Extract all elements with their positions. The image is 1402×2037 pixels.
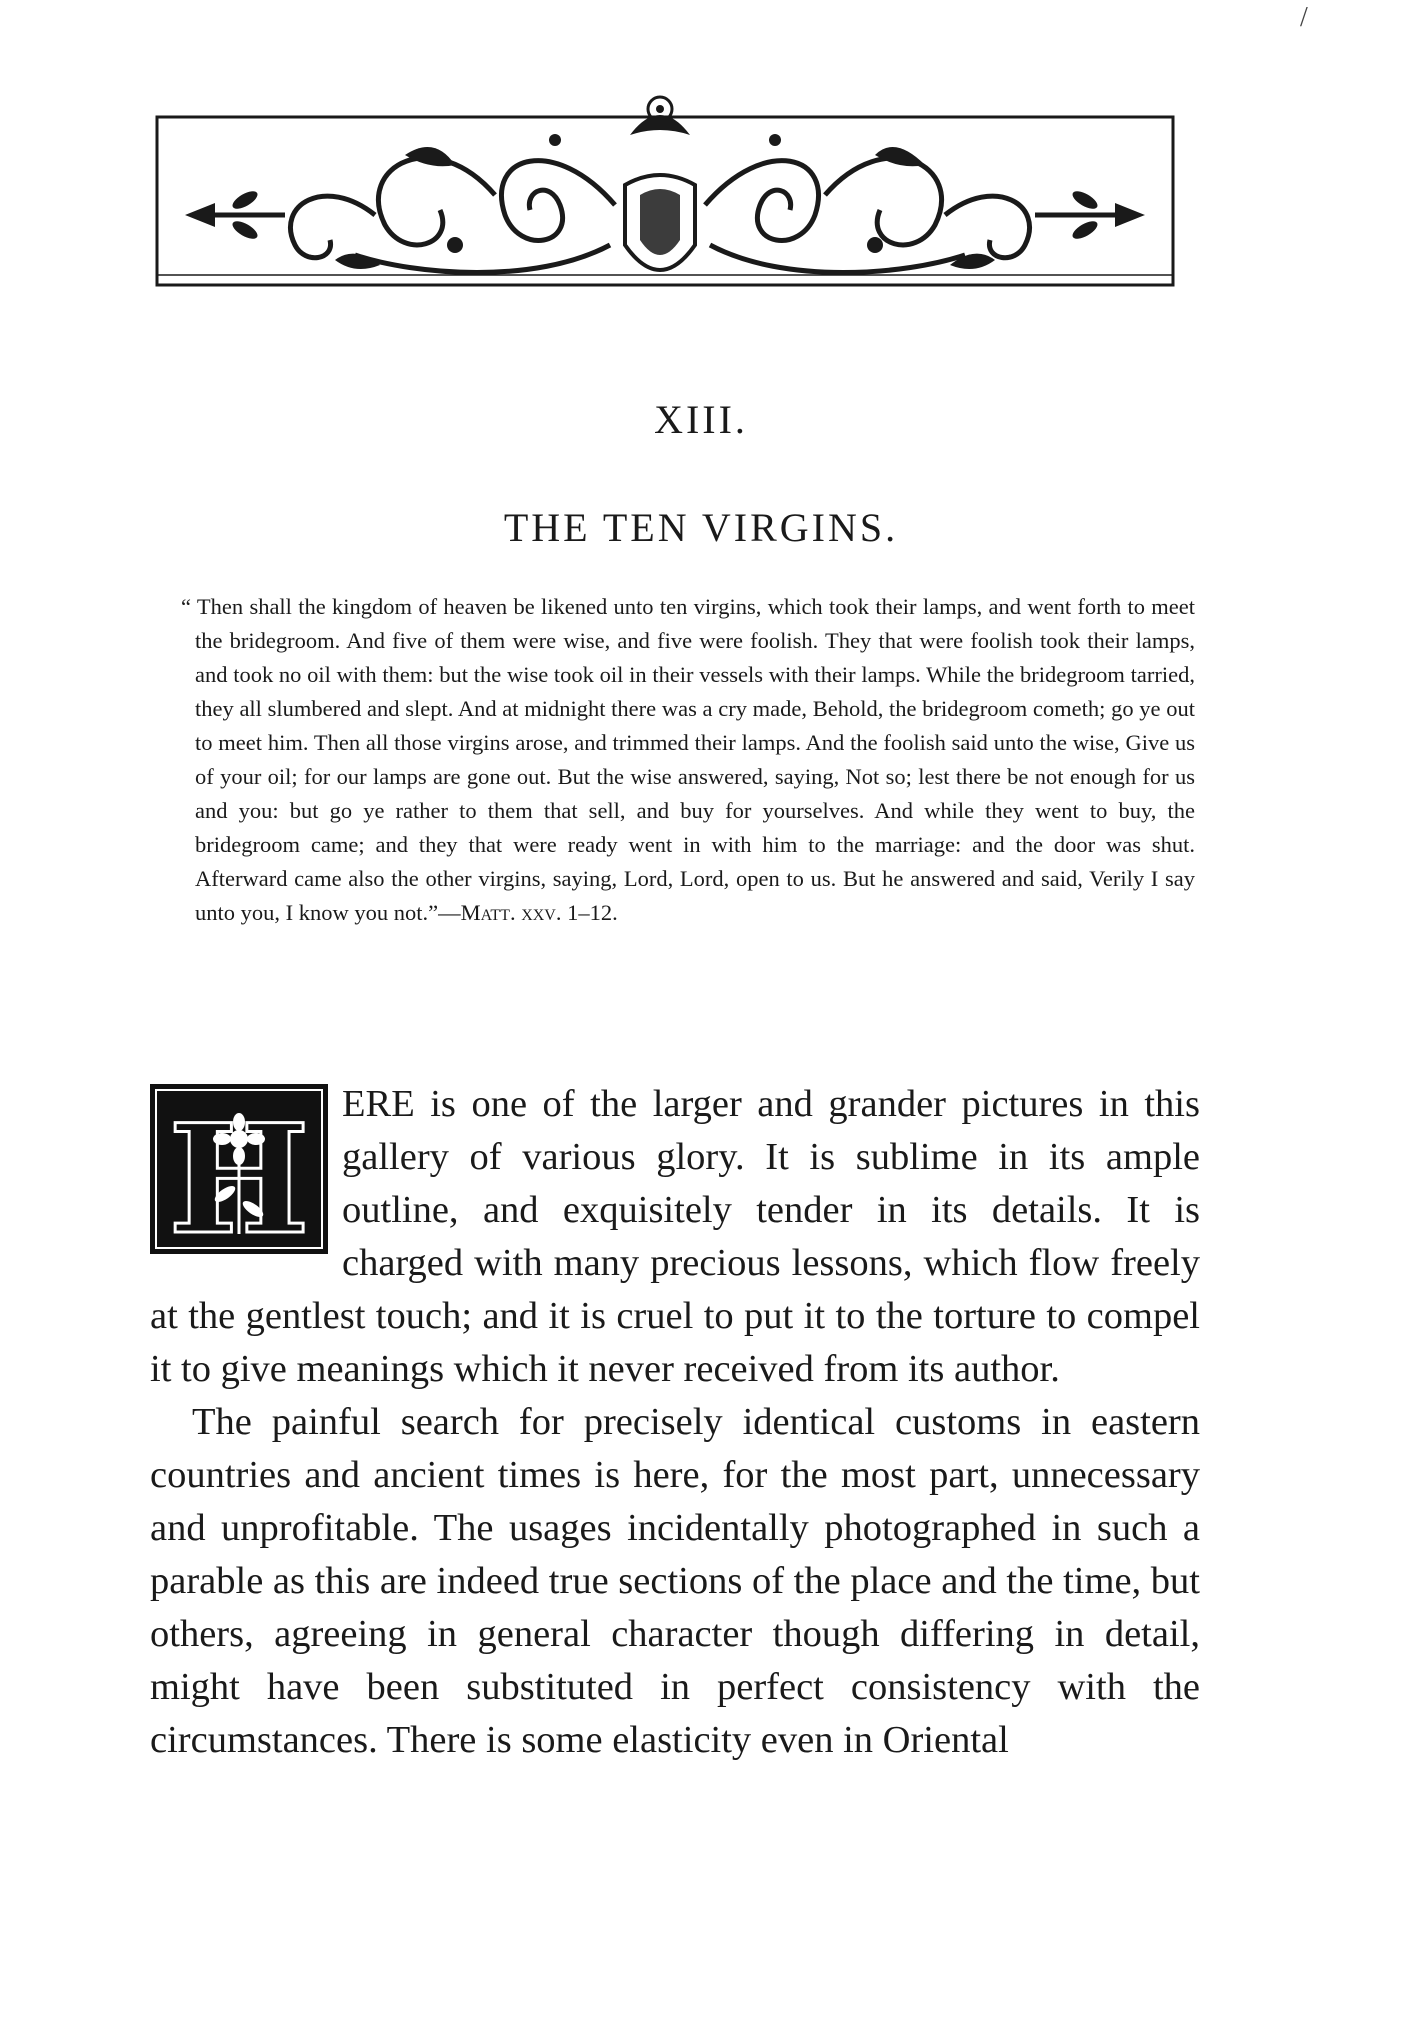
margin-tick: / — [1300, 2, 1308, 33]
chapter-body — [150, 1078, 1200, 1767]
chapter-number: XIII. — [654, 397, 748, 442]
chapter-title: THE TEN VIRGINS. — [503, 505, 899, 550]
ornamental-headpiece — [155, 95, 1175, 290]
epigraph-citation: Matt. xxv. 1–12. — [460, 900, 618, 925]
paragraph-2: The painful search for precisely identical customs in eastern countries and ancient times is here, for the most part, unnecessary and unprofitable. The usages incidentally photographed in such a parable as this are indeed true sections of the place and the time, but others, agreeing in general character though differing in detail, might have been substituted in perfect consistency with the circumstances. There is some elasticity even in Oriental — [150, 1401, 1200, 1761]
paragraph-1 — [150, 1078, 1200, 1396]
paragraph-1-text: ERE is one of the larger and grander pictures in this gallery of various glory. It is sublime in its ample outline, and exquisitely tender in its details. It is charged with many precious lessons, which flow freely at the gentlest touch; and it is cruel to put it to the torture to compel it to give meanings which it never received from its author. — [150, 1083, 1200, 1390]
epigraph-text: “ Then shall the kingdom of heaven be likened unto ten virgins, which took their lamps, and went forth to meet the bridegroom. And five of them were wise, and five were foolish. They that were foolish took their lamps, and took no oil with them: but the wise took oil in their vessels with their lamps. While the bridegroom tarried, they all slumbered and slept. And at midnight there was a cry made, Behold, the bridegroom cometh; go ye out to meet him. Then all those virgins arose, and trimmed their lamps. And the foolish said unto the wise, Give us of your oil; for our lamps are gone out. But the wise answered, saying, Not so; lest there be not enough for us and you: but go ye rather to them that sell, and buy for yourselves. And while they went to buy, the bridegroom came; and they that were ready went in with him to the marriage: and the door was shut. Afterward came also the other virgins, saying, Lord, Lord, open to us. But he answered and said, Verily I say unto you, I know you not.”— — [181, 594, 1195, 925]
dropcap-initial — [150, 1084, 328, 1254]
svg-text:H: H — [168, 1092, 310, 1254]
scripture-epigraph — [145, 590, 1195, 930]
ornament-vine-icon — [155, 95, 1175, 290]
